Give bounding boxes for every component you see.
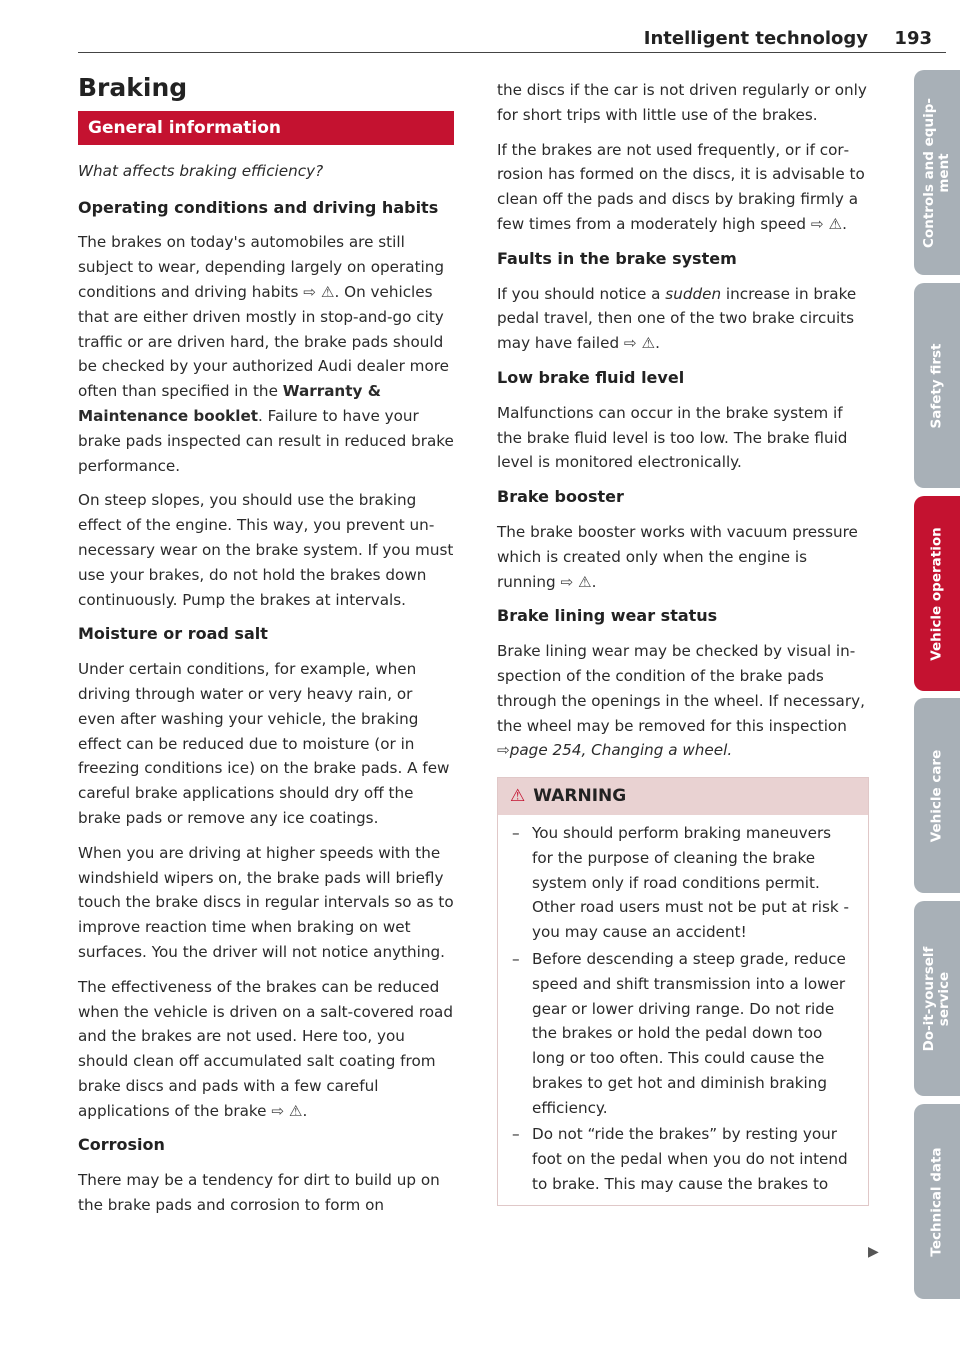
tab-technical-data[interactable]: Technical data (914, 1104, 960, 1299)
warning-item: – Before descending a steep grade, reduce speed and shift transmission into a lower gear or lower driving range. Do not ride the brakes or hold the pedal down too long or too often. This could cause the brakes to get hot and diminish braking efficiency. (512, 949, 846, 1117)
warning-icon: ⚠ (288, 1101, 303, 1120)
paragraph-fluid-level: Malfunctions can occur in the brake system if the brake fluid level is too low. The brake fluid level is monitored electronically. (497, 403, 848, 472)
warning-title: WARNING (533, 786, 627, 807)
heading-fluid-level: Low brake fluid level (497, 367, 685, 387)
paragraph-discs: the discs if the car is not driven regularly or only for short trips with little use of the brakes. (497, 81, 867, 124)
right-column (497, 78, 869, 1206)
heading-corrosion: Corrosion (78, 1135, 165, 1155)
warning-list (510, 821, 856, 1197)
paragraph-lining-wear: Brake lining wear may be checked by visual inspection of the condition of the brake pads through the openings in the wheel. If necessary, the wheel may be removed for this inspection ⇨page 254, Changing a wheel. (497, 642, 865, 760)
paragraph-salt: The effectiveness of the brakes can be reduced when the vehicle is driven on a salt-covered road and the brakes are not used. Here too, you should clean off accumulated salt coating from brake discs and pads with a few careful applications of the brake ⇨ ⚠. (78, 977, 453, 1120)
section-banner: General information (78, 111, 454, 145)
paragraph-steep-slopes: On steep slopes, you should use the braking effect of the engine. This way, you prevent unnecessary wear on the brake system. If you must use your brakes, do not hold the brakes down continuously. Pump the brakes at intervals. (78, 491, 454, 609)
paragraph-faults: If you should notice a sudden increase in brake pedal travel, then one of the two brake circuits may have failed ⇨ ⚠. (497, 284, 857, 353)
paragraph-booster: The brake booster works with vacuum pressure which is created only when the engine is running ⇨ ⚠. (497, 522, 858, 591)
warning-icon: ⚠ (320, 282, 335, 301)
heading-moisture: Moisture or road salt (78, 624, 268, 644)
paragraph-wipers: When you are driving at higher speeds with the windshield wipers on, the brake pads will briefly touch the brake discs in regular intervals so as to improve reaction time when braking on wet surfaces. You the driver will not notice anything. (78, 843, 454, 961)
tab-do-it-yourself[interactable]: Do-it-yourself service (914, 901, 960, 1096)
continue-arrow-icon: ▶ (868, 1244, 879, 1260)
warning-item: – You should perform braking maneuvers for the purpose of cleaning the brake system only if road conditions permit. Other road users must not be put at risk - you may cause an accident! (512, 823, 850, 942)
arrow-icon: ⇨ (271, 1101, 285, 1120)
warning-icon: ⚠ (828, 214, 843, 233)
warning-header (498, 778, 868, 815)
heading-booster: Brake booster (497, 487, 624, 507)
warranty-booklet-ref: Warranty & Maintenance booklet (78, 382, 381, 425)
tab-safety-first[interactable]: Safety first (914, 283, 960, 488)
heading-lining-wear: Brake lining wear status (497, 606, 718, 626)
arrow-icon: ⇨ (623, 334, 637, 353)
arrow-icon: ⇨ (497, 741, 510, 760)
left-column (78, 70, 454, 1228)
tab-vehicle-operation[interactable]: Vehicle operation (914, 496, 960, 691)
paragraph-clean-discs: If the brakes are not used frequently, or if corrosion has formed on the discs, it is advisable to clean off the pads and discs by braking firmly a few times from a moderately high speed ⇨ ⚠. (497, 140, 865, 233)
paragraph-moisture: Under certain conditions, for example, when driving through water or very heavy rain, or even after washing your vehicle, the braking effect can be reduced due to moisture (or in freezing conditions ice) on the brake pads. A few careful brake applications should dry off the brake pads or remove any ice coatings. (78, 660, 450, 827)
arrow-icon: ⇨ (303, 282, 316, 301)
arrow-icon: ⇨ (560, 572, 574, 591)
warning-icon: ⚠ (641, 334, 656, 353)
heading-faults: Faults in the brake system (497, 248, 737, 268)
running-header-title: Intelligent technology (643, 28, 868, 49)
arrow-icon: ⇨ (810, 214, 824, 233)
tab-vehicle-care[interactable]: Vehicle care (914, 698, 960, 893)
paragraph-operating: The brakes on today's automobiles are still subject to wear, depending largely on operating conditions and driving habits ⇨ ⚠. On vehicles that are either driven mostly in stop-and-go city traffic or are driven hard, the brake pads should be checked by your authorized Audi dealer more often than specified in the Warranty & Maintenance booklet. Failure to have your brake pads inspected can result in reduced brake performance. (78, 233, 454, 475)
page-reference-link[interactable]: page 254, Changing a wheel (509, 741, 728, 760)
paragraph-corrosion: There may be a tendency for dirt to build up on the brake pads and corrosion to form on (78, 1171, 440, 1215)
warning-triangle-icon: ⚠ (510, 786, 526, 807)
warning-item: – Do not “ride the brakes” by resting your foot on the pedal when you do not intend to brake. This may cause the brakes to (512, 1125, 848, 1194)
header-rule (78, 52, 946, 53)
section-question: What affects braking efficiency? (78, 161, 324, 180)
warning-box (497, 777, 869, 1206)
page-number: 193 (894, 28, 932, 49)
warning-icon: ⚠ (578, 572, 592, 591)
tab-controls-equipment[interactable]: Controls and equip- ment (914, 70, 960, 275)
warning-body (498, 815, 868, 1205)
section-title: Braking (78, 73, 188, 102)
heading-operating-conditions: Operating conditions and driving habits (78, 197, 439, 217)
